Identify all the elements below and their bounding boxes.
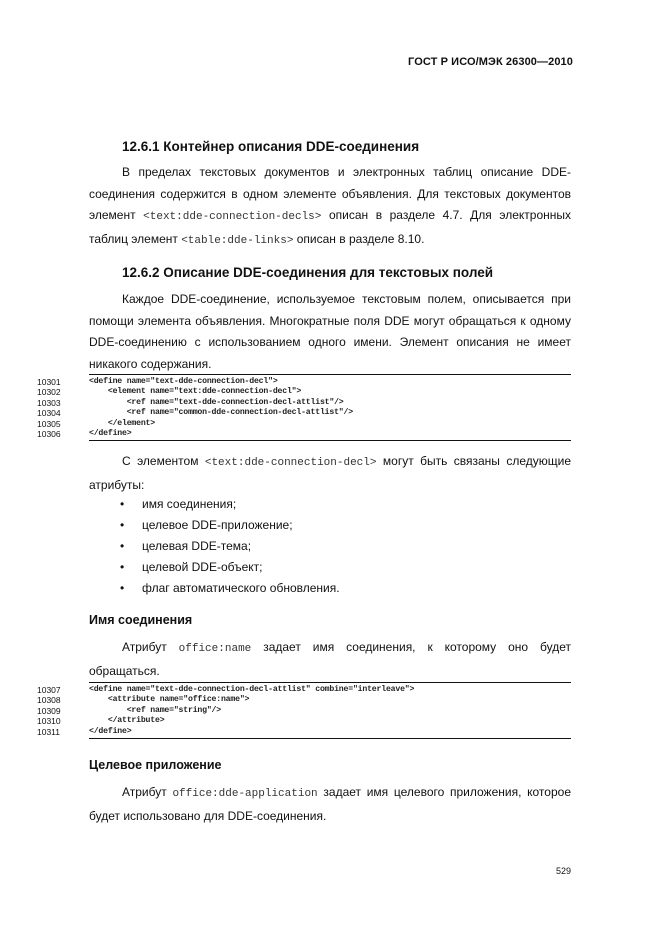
text-fragment: С элементом xyxy=(122,454,205,468)
code-listing-2 xyxy=(37,682,571,739)
code-listing-1 xyxy=(37,374,571,441)
paragraph-dde-description: Каждое DDE-соединение, используемое текстовым полем, описывается при помощи элемента объявления. Многократные поля DDE могут обращаться к одному DDE-соединению с использованием одного имени. Элемент описания не имеет никакого содержания. xyxy=(89,292,571,371)
paragraph-dde-application xyxy=(89,782,571,827)
text-fragment: Атрибут xyxy=(122,640,179,654)
list-item xyxy=(89,578,340,599)
code-inline-dde-application: office:dde-application xyxy=(172,788,318,800)
line-number: 10310 xyxy=(37,716,61,727)
list-item-text: целевая DDE-тема; xyxy=(142,539,252,553)
list-item-text: целевое DDE-приложение; xyxy=(142,518,293,532)
code-line xyxy=(37,377,571,387)
code-text: </attribute> xyxy=(89,716,165,726)
list-item-text: имя соединения; xyxy=(142,497,237,511)
code-line xyxy=(37,408,571,419)
code-line xyxy=(37,685,571,695)
code-line xyxy=(37,418,571,429)
line-number: 10308 xyxy=(37,695,61,706)
code-text: </element> xyxy=(89,418,155,428)
code-inline-dde-decls: <text:dde-connection-decls> xyxy=(143,211,322,223)
list-item xyxy=(89,557,340,578)
text-fragment: описан в разделе 8.10. xyxy=(293,231,425,246)
code-text: <attribute name="office:name"> xyxy=(89,695,250,705)
line-number: 10301 xyxy=(37,377,61,387)
line-number: 10304 xyxy=(37,408,61,419)
line-number: 10309 xyxy=(37,705,61,716)
subsection-title-connection-name: Имя соединения xyxy=(89,613,193,627)
list-item-text: флаг автоматического обновления. xyxy=(142,581,340,595)
code-text: <define name="text-dde-connection-decl"> xyxy=(89,377,278,386)
bullet-icon: • xyxy=(120,539,125,553)
text-fragment: могут быть связаны следующие атрибуты: xyxy=(89,454,571,492)
line-number: 10311 xyxy=(37,726,61,737)
page-number: 529 xyxy=(555,866,571,876)
text-fragment: Атрибут xyxy=(122,785,173,799)
list-item xyxy=(89,536,340,557)
code-text: <element name="text:dde-connection-decl"> xyxy=(89,387,302,397)
code-inline-dde-links: <table:dde-links> xyxy=(181,234,294,247)
attribute-list xyxy=(89,494,340,599)
paragraph-attributes-intro xyxy=(89,451,571,496)
list-item xyxy=(89,494,340,515)
subsection-title-target-application: Целевое приложение xyxy=(89,758,222,772)
code-text: <ref name="string"/> xyxy=(89,705,221,715)
text-fragment: В пределах текстовых документов и электронных таблиц описание DDE-соединения содержится в одном элементе объявления. Для текстовых документов элемент xyxy=(89,165,571,222)
code-text: <define name="text-dde-connection-decl-attlist" combine="interleave"> xyxy=(89,685,415,694)
bullet-icon: • xyxy=(120,560,125,574)
code-line xyxy=(37,387,571,398)
code-line xyxy=(37,695,571,706)
paragraph-dde-container xyxy=(89,162,571,252)
code-inline-office-name: office:name xyxy=(178,643,252,655)
code-line xyxy=(37,705,571,716)
document-header: ГОСТ Р ИСО/МЭК 26300—2010 xyxy=(408,56,573,68)
bullet-icon: • xyxy=(120,497,125,511)
code-text: </define> xyxy=(89,428,132,438)
list-item xyxy=(89,515,340,536)
code-text: <ref name="common-dde-connection-decl-attlist"/> xyxy=(89,408,353,418)
section-title-12-6-2: 12.6.2 Описание DDE-соединения для текстовых полей xyxy=(122,265,494,280)
line-number: 10305 xyxy=(37,418,61,429)
code-line xyxy=(37,428,571,439)
code-line xyxy=(37,716,571,727)
bullet-icon: • xyxy=(120,518,125,532)
line-number: 10306 xyxy=(37,428,61,439)
line-number: 10303 xyxy=(37,397,61,408)
text-fragment: задает имя целевого приложения, которое будет использовано для DDE-соединения. xyxy=(89,785,571,823)
code-line xyxy=(37,726,571,737)
line-number: 10307 xyxy=(37,685,61,695)
code-text: </define> xyxy=(89,726,132,736)
code-inline-dde-decl: <text:dde-connection-decl> xyxy=(204,457,377,469)
text-fragment: описан в разделе 4.7. Для электронных таблиц элемент xyxy=(89,208,572,246)
section-title-12-6-1: 12.6.1 Контейнер описания DDE-соединения xyxy=(122,139,420,154)
paragraph-office-name xyxy=(89,637,571,682)
list-item-text: целевой DDE-объект; xyxy=(142,560,263,574)
code-line xyxy=(37,397,571,408)
text-fragment: задает имя соединения, к которому оно будет обращаться. xyxy=(89,640,571,678)
bullet-icon: • xyxy=(120,581,125,595)
line-number: 10302 xyxy=(37,387,61,398)
code-text: <ref name="text-dde-connection-decl-attlist"/> xyxy=(89,397,344,407)
